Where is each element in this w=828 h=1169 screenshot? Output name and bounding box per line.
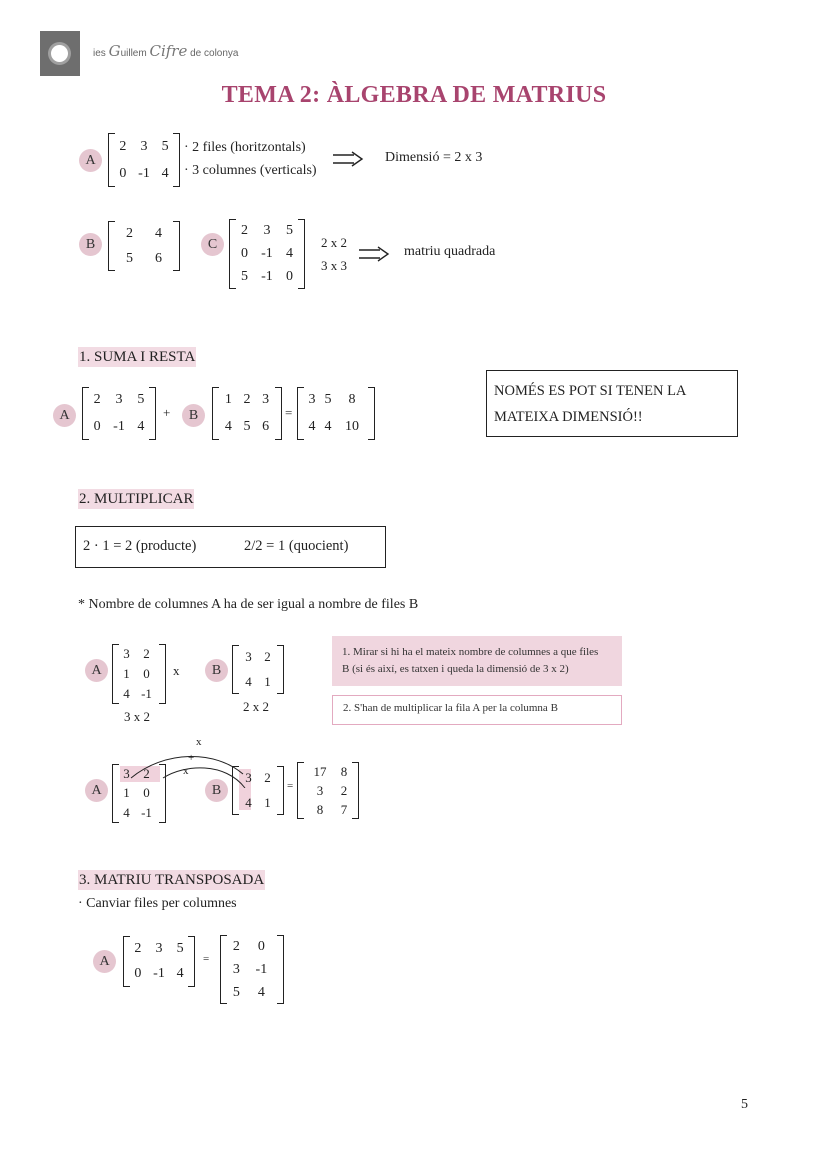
matrix-cell: 4 (224, 418, 232, 434)
matrix-cell: 3 (245, 770, 252, 786)
matrix-cell: -1 (255, 961, 268, 977)
matrix-cell: 2 (264, 649, 271, 665)
label-a-example: A (85, 779, 108, 802)
school-uillem: uillem (120, 48, 147, 59)
matrix-cell: 0 (240, 245, 248, 261)
page-number: 5 (741, 1097, 748, 1112)
school-g: G (108, 42, 121, 60)
matrix-cell: 17 (313, 763, 327, 779)
equals-sign-mult: = (287, 780, 294, 792)
section-3-heading: 3. MATRIU TRANSPOSADA (79, 872, 265, 888)
school-prefix: ies (93, 48, 106, 59)
matrix-cell: 1 (264, 673, 271, 689)
school-cifre: Cifre (149, 42, 188, 60)
matrix-cell: 5 (324, 392, 332, 408)
school-logo (40, 31, 80, 76)
matrix-c-intro (229, 219, 305, 289)
matrix-cell: 2 (134, 940, 142, 956)
matrix-cell: 2 (340, 782, 348, 798)
matrix-a-intro (108, 133, 180, 187)
school-suffix: de colonya (190, 48, 239, 59)
step-1-box (332, 636, 622, 686)
matrix-cell: 3 (123, 646, 130, 661)
equals-sign-transpose: = (203, 953, 210, 965)
matrix-cell: 2 (93, 392, 101, 408)
matrix-cell: 3 (232, 961, 240, 977)
matrix-cell: 4 (245, 673, 252, 689)
operations-box (75, 526, 386, 568)
matrix-a-mult (112, 644, 166, 704)
matrix-cell: 10 (345, 418, 359, 434)
matrix-cell: 4 (161, 165, 169, 181)
label-a-mult: A (85, 659, 108, 682)
matrix-cell: 1 (123, 785, 130, 801)
warning-line-1: NOMÉS ES POT SI TENEN LA (494, 383, 687, 399)
matrix-cell: 0 (143, 785, 150, 801)
matrix-cell: 8 (340, 763, 348, 779)
product-text: 2 · 1 = 2 (producte) (83, 538, 197, 554)
matrix-b-sum (212, 387, 282, 440)
label-b: B (79, 233, 102, 256)
step-2-box (332, 695, 622, 725)
matrix-cell: 3 (140, 138, 148, 154)
matrix-cell: 4 (245, 794, 252, 810)
section-1-heading: 1. SUMA I RESTA (79, 349, 196, 365)
matrix-cell: 4 (257, 984, 265, 1000)
matrix-cell: 8 (348, 392, 356, 408)
matrix-cell: 5 (286, 222, 294, 238)
matrix-cell: 2 (143, 646, 150, 661)
matrix-cell: 5 (161, 138, 169, 154)
dim-b-text: 2 x 2 (321, 235, 347, 250)
times-sign: x (173, 663, 180, 678)
matrix-cell: 4 (123, 686, 130, 701)
quotient-text: 2/2 = 1 (quocient) (244, 538, 349, 554)
matrix-cell: 3 (155, 940, 163, 956)
page-title: TEMA 2: ÀLGEBRA DE MATRIUS (221, 82, 607, 108)
section-2-heading: 2. MULTIPLICAR (79, 491, 194, 507)
matrix-cell: 3 (123, 765, 130, 781)
label-a-sum: A (53, 404, 76, 427)
matrix-a-sum (82, 387, 156, 440)
matrix-cell: 4 (308, 418, 316, 434)
label-b-mult: B (205, 659, 228, 682)
mark-x-low: x (183, 765, 189, 777)
matrix-cell: 8 (316, 801, 324, 817)
matrix-cell: 5 (126, 250, 133, 266)
matrix-cell: 5 (240, 269, 248, 285)
matrix-cell: 0 (286, 269, 294, 285)
dimension-warning-box (486, 370, 738, 437)
matrix-cell: 2 (243, 392, 251, 408)
label-b-example: B (205, 779, 228, 802)
square-text: matriu quadrada (404, 244, 496, 259)
matrix-cell: 2 (119, 138, 127, 154)
plus-sign: + (163, 405, 171, 420)
matrix-cell: 4 (324, 418, 332, 434)
mark-x-top: x (196, 736, 202, 748)
dim-c-text: 3 x 3 (321, 258, 347, 273)
matrix-cell: 0 (119, 165, 127, 181)
matrix-cell: 1 (224, 392, 232, 408)
label-b-sum: B (182, 404, 205, 427)
matrix-cell: 4 (176, 966, 184, 982)
matrix-cell: 4 (137, 418, 145, 434)
matrix-cell: 0 (93, 418, 101, 434)
step-1-line-1: 1. Mirar si hi ha el mateix nombre de columnes a que files (342, 646, 599, 658)
step-2-text: 2. S'han de multiplicar la fila A per la columna B (343, 702, 558, 714)
matrix-cell: 5 (176, 940, 184, 956)
note-cols: · 3 columnes (verticals) (184, 163, 317, 178)
label-a: A (79, 149, 102, 172)
matrix-cell: -1 (153, 966, 165, 982)
rule-text: * Nombre de columnes A ha de ser igual a nombre de files B (78, 597, 419, 612)
matrix-cell: 2 (232, 938, 240, 954)
matrix-cell: -1 (141, 686, 152, 701)
equals-sign: = (285, 405, 293, 420)
school-name (93, 42, 239, 60)
matrix-cell: 3 (263, 222, 271, 238)
matrix-cell: 2 (126, 225, 133, 241)
dim-b-mult: 2 x 2 (243, 699, 269, 714)
mark-plus: + (188, 752, 195, 764)
matrix-cell: 0 (257, 938, 265, 954)
matrix-cell: 4 (286, 245, 294, 261)
matrix-cell: 6 (155, 250, 162, 266)
matrix-cell: 3 (308, 392, 316, 408)
matrix-cell: -1 (261, 245, 273, 261)
matrix-cell: -1 (113, 418, 125, 434)
matrix-b-mult (232, 645, 284, 694)
dimension-text: Dimensió = 2 x 3 (385, 150, 483, 165)
matrix-cell: 7 (340, 801, 348, 817)
matrix-cell: 5 (232, 984, 240, 1000)
matrix-cell: 3 (115, 392, 123, 408)
matrix-cell: 4 (155, 225, 162, 241)
implies-arrow-icon-2 (358, 246, 390, 262)
warning-line-2: MATEIXA DIMENSIÓ!! (494, 409, 643, 425)
matrix-cell: -1 (138, 165, 150, 181)
matrix-cell: -1 (141, 805, 152, 821)
matrix-cell: 3 (245, 649, 252, 665)
matrix-a-transpose (123, 936, 195, 987)
matrix-cell: 3 (262, 392, 270, 408)
matrix-cell: 5 (137, 392, 145, 408)
sun-icon (51, 45, 68, 62)
matrix-cell: 2 (264, 770, 271, 786)
matrix-b-intro (108, 221, 180, 271)
note-rows: · 2 files (horitzontals) (184, 140, 306, 155)
matrix-mult-result (297, 762, 359, 819)
matrix-cell: 1 (123, 666, 130, 681)
matrix-cell: 2 (240, 222, 248, 238)
matrix-transpose-result (220, 935, 284, 1004)
matrix-cell: -1 (261, 269, 273, 285)
matrix-cell: 2 (143, 765, 150, 781)
matrix-cell: 0 (134, 966, 142, 982)
matrix-cell: 1 (264, 794, 271, 810)
matrix-cell: 3 (316, 782, 324, 798)
matrix-sum-result (297, 387, 375, 440)
step-1-line-2: B (si és així, es tatxen i queda la dimensió de 3 x 2) (342, 663, 569, 675)
label-c: C (201, 233, 224, 256)
matrix-cell: 6 (262, 418, 270, 434)
matrix-cell: 5 (243, 418, 251, 434)
matrix-cell: 4 (123, 805, 130, 821)
dim-a-mult: 3 x 2 (124, 709, 150, 724)
matrix-cell: 0 (143, 666, 150, 681)
transpose-subtitle: · Canviar files per columnes (78, 896, 237, 911)
label-a-transpose: A (93, 950, 116, 973)
implies-arrow-icon (332, 151, 364, 167)
